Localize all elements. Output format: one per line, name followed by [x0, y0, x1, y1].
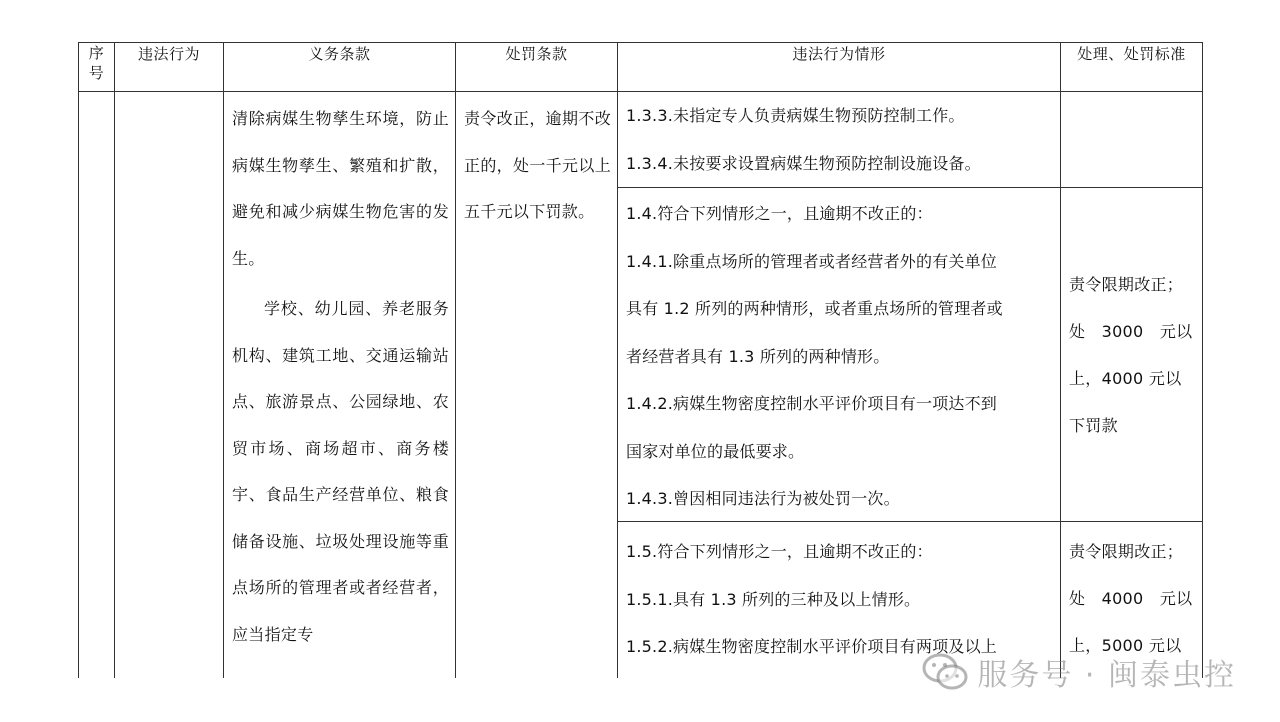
cell-situation	[618, 92, 1061, 679]
standard-line: 下罚款	[1069, 415, 1118, 435]
situation-line: 1.3.4.未按要求设置病媒生物预防控制设施设备。	[626, 153, 981, 173]
header-duty: 义务条款	[224, 43, 456, 92]
standard-line: 处 4000 元以	[1069, 589, 1193, 608]
situation-line: 1.5.符合下列情形之一，且逾期不改正的：	[626, 542, 933, 561]
situation-line: 1.4.2.病媒生物密度控制水平评价项目有一项达不到	[626, 394, 997, 413]
situation-line: 1.5.1.具有 1.3 所列的三种及以上情形。	[626, 589, 921, 609]
standard-line: 责令限期改正；	[1069, 274, 1184, 294]
standard-line: 上，5000 元以	[1069, 636, 1182, 655]
situation-line: 国家对单位的最低要求。	[626, 441, 805, 461]
situation-line: 1.3.3.未指定专人负责病媒生物预防控制工作。	[626, 106, 965, 125]
cell-violation	[115, 92, 224, 679]
cell-standard	[1061, 92, 1203, 679]
header-punish: 处罚条款	[456, 43, 618, 92]
cell-seq	[79, 92, 115, 679]
wechat-icon	[921, 652, 969, 692]
standard-group-2	[1061, 188, 1202, 522]
situation-line: 1.4.符合下列情形之一，且逾期不改正的：	[626, 204, 933, 223]
header-standard: 处理、处罚标准	[1061, 43, 1203, 92]
standard-line: 责令限期改正；	[1069, 542, 1184, 561]
header-violation: 违法行为	[115, 43, 224, 92]
situation-line: 具有 1.2 所列的两种情形，或者重点场所的管理者或	[626, 299, 1003, 318]
header-situation: 违法行为情形	[618, 43, 1061, 92]
situation-group-1	[618, 92, 1060, 188]
situation-group-2	[618, 188, 1060, 522]
table-header-row	[79, 43, 1203, 92]
header-seq: 序号	[79, 43, 115, 92]
table-row	[79, 92, 1203, 679]
situation-line: 1.4.1.除重点场所的管理者或者经营者外的有关单位	[626, 251, 997, 271]
situation-line: 1.4.3.曾因相同违法行为被处罚一次。	[626, 489, 900, 508]
standard-line: 上，4000 元以	[1069, 368, 1182, 388]
standard-group-3	[1061, 522, 1202, 669]
situation-line: 者经营者具有 1.3 所列的两种情形。	[626, 346, 890, 366]
standard-group-1	[1061, 92, 1202, 188]
cell-punish	[456, 92, 618, 679]
watermark-text: 服务号 · 闽泰虫控	[977, 658, 1236, 693]
duty-paragraph-2: 学校、幼儿园、养老服务机构、建筑工地、交通运输站点、旅游景点、公园绿地、农贸市场、商场超市、商务楼宇、食品生产经营单位、粮食储备设施、垃圾处理设施等重点场所的管理者或者经营者，应当指定专	[232, 299, 449, 644]
situation-group-3	[618, 522, 1060, 671]
standard-line: 处 3000 元以	[1069, 321, 1193, 341]
duty-paragraph-1: 清除病媒生物孳生环境，防止病媒生物孳生、繁殖和扩散，避免和减少病媒生物危害的发生。	[232, 109, 449, 268]
situation-line: 1.5.2.病媒生物密度控制水平评价项目有两项及以上	[626, 637, 997, 656]
watermark	[921, 650, 1236, 694]
punish-text: 责令改正，逾期不改正的，处一千元以上五千元以下罚款。	[464, 109, 611, 221]
cell-duty	[224, 92, 456, 679]
regulation-table	[78, 42, 1203, 678]
